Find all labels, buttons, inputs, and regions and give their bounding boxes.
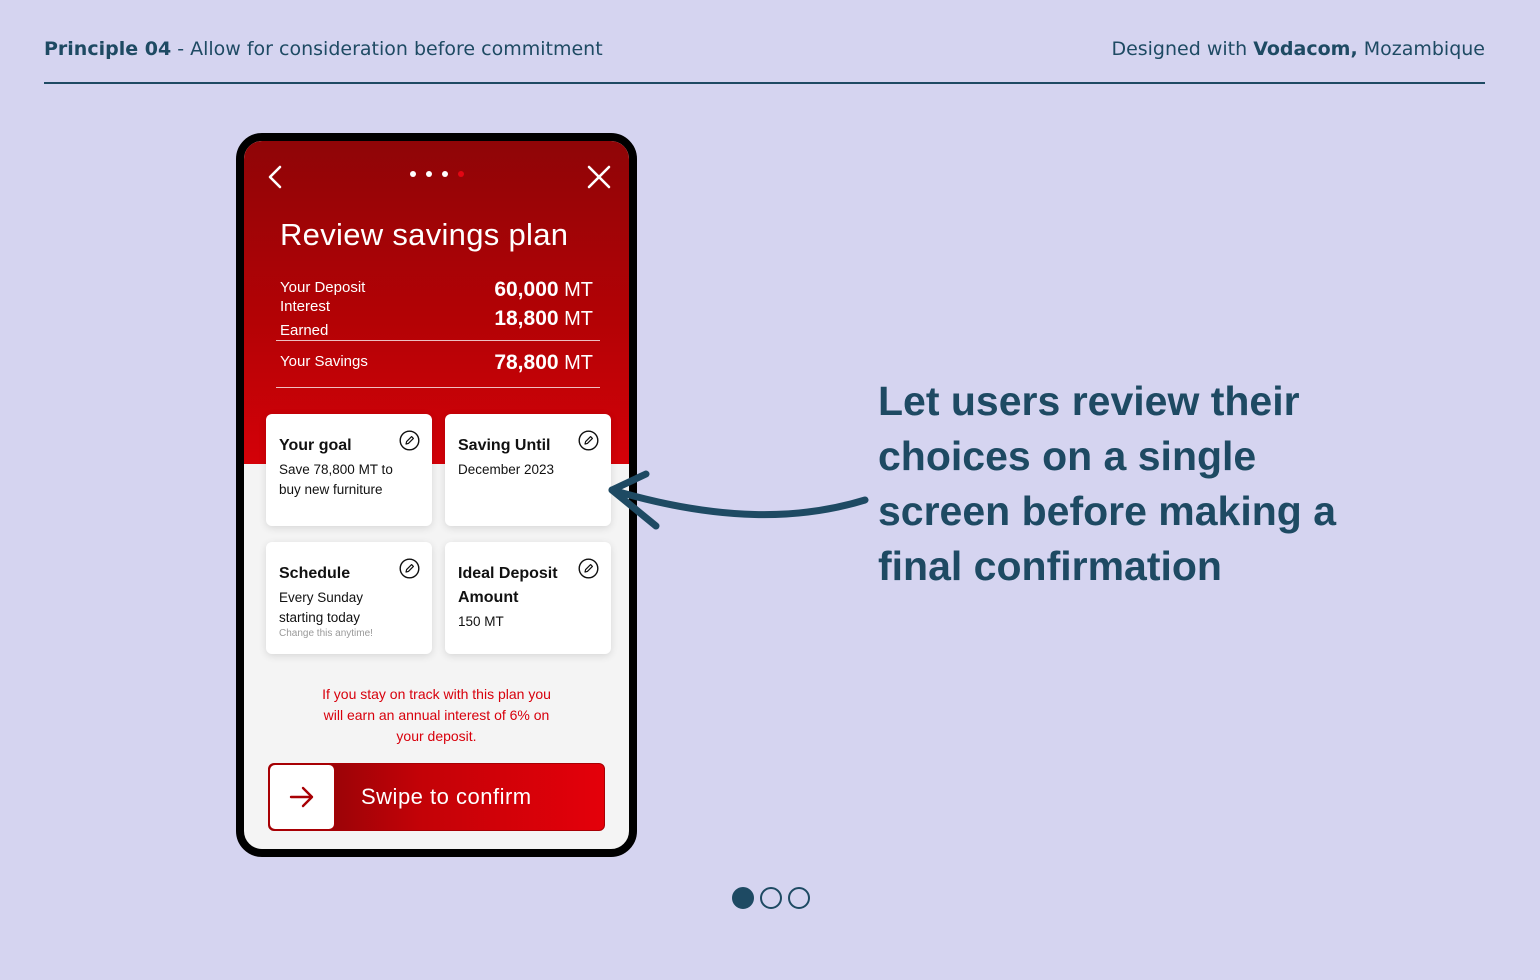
page-dot-active[interactable] bbox=[732, 887, 754, 909]
swipe-handle[interactable] bbox=[269, 764, 335, 830]
deposit-value bbox=[494, 278, 593, 302]
step-dot bbox=[442, 171, 448, 177]
interest-unit: MT bbox=[558, 308, 593, 330]
step-dot bbox=[410, 171, 416, 177]
schedule-card-title: Schedule bbox=[279, 565, 351, 582]
edit-icon[interactable] bbox=[399, 430, 420, 451]
close-button[interactable] bbox=[585, 163, 613, 191]
schedule-card-text: Every Sunday starting today bbox=[279, 590, 364, 625]
saving-until-card-title: Saving Until bbox=[458, 437, 551, 454]
principle-number: Principle 04 bbox=[44, 38, 172, 60]
step-indicator bbox=[410, 171, 464, 177]
credit-brand: Vodacom, bbox=[1253, 38, 1358, 60]
savings-amount: 78,800 bbox=[494, 351, 559, 374]
step-dot-active bbox=[458, 171, 464, 177]
summary-divider bbox=[276, 340, 600, 341]
arrow-right-icon bbox=[288, 785, 316, 809]
ideal-deposit-card-title: Ideal Deposit Amount bbox=[458, 565, 558, 606]
goal-card[interactable] bbox=[266, 414, 432, 526]
close-icon bbox=[585, 163, 613, 191]
summary-divider-bottom bbox=[276, 387, 600, 388]
chevron-left-icon bbox=[268, 165, 282, 189]
credit-prefix: Designed with bbox=[1111, 38, 1254, 60]
interest-info-text bbox=[244, 684, 629, 747]
callout-text: Let users review their choices on a single screen before making a final confirmation bbox=[878, 378, 1337, 589]
edit-icon[interactable] bbox=[399, 558, 420, 579]
credit-location: Mozambique bbox=[1357, 38, 1485, 60]
page-header bbox=[44, 36, 1485, 62]
ideal-deposit-card[interactable] bbox=[445, 542, 611, 654]
page-dot[interactable] bbox=[760, 887, 782, 909]
interest-value bbox=[494, 307, 593, 331]
savings-unit: MT bbox=[558, 352, 593, 374]
goal-card-text: Save 78,800 MT to buy new furniture bbox=[279, 462, 393, 497]
page-dot[interactable] bbox=[788, 887, 810, 909]
deposit-amount: 60,000 bbox=[494, 278, 559, 301]
schedule-card[interactable] bbox=[266, 542, 432, 654]
interest-info-body: If you stay on track with this plan you will earn an annual interest of 6% on your deposit. bbox=[322, 686, 551, 744]
deposit-unit: MT bbox=[558, 279, 593, 301]
interest-label-line1: Interest bbox=[280, 298, 331, 315]
interest-amount: 18,800 bbox=[494, 307, 559, 330]
saving-until-card[interactable] bbox=[445, 414, 611, 526]
screen-title: Review savings plan bbox=[280, 217, 569, 252]
edit-icon[interactable] bbox=[578, 430, 599, 451]
swipe-label: Swipe to confirm bbox=[361, 784, 532, 809]
credit-line bbox=[1111, 38, 1485, 60]
savings-value bbox=[494, 351, 593, 375]
ideal-deposit-card-text: 150 MT bbox=[458, 614, 504, 629]
step-dot bbox=[426, 171, 432, 177]
edit-icon[interactable] bbox=[578, 558, 599, 579]
goal-card-title: Your goal bbox=[279, 437, 352, 454]
phone-mockup bbox=[236, 133, 637, 857]
pagination bbox=[732, 887, 810, 909]
back-button[interactable] bbox=[264, 163, 286, 191]
header-divider bbox=[44, 82, 1485, 84]
principle-description: - Allow for consideration before commitment bbox=[171, 38, 603, 60]
savings-label: Your Savings bbox=[280, 353, 368, 370]
saving-until-card-text: December 2023 bbox=[458, 462, 555, 477]
swipe-to-confirm-slider[interactable] bbox=[268, 763, 605, 831]
principle-heading bbox=[44, 38, 603, 60]
deposit-label: Your Deposit bbox=[280, 279, 366, 296]
callout-arrow-icon bbox=[600, 460, 870, 535]
interest-label-line2: Earned bbox=[280, 322, 329, 339]
schedule-card-note: Change this anytime! bbox=[279, 628, 373, 639]
